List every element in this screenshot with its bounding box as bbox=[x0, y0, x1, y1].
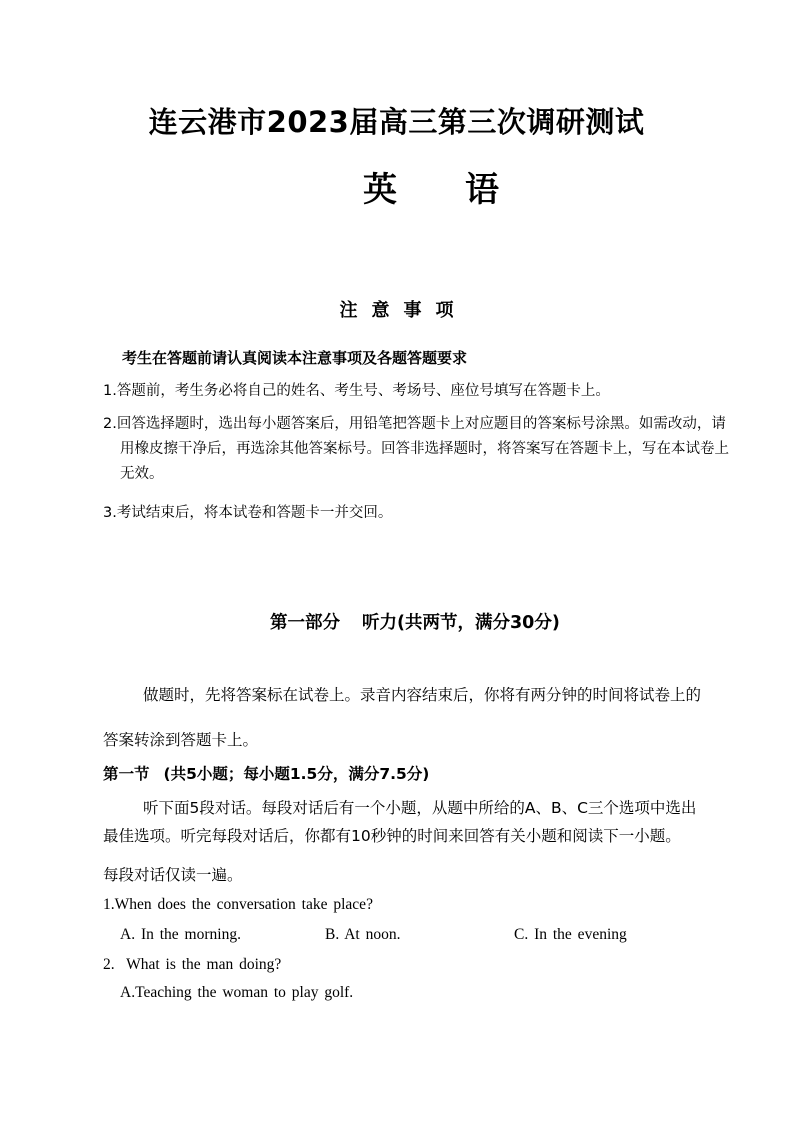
notice-requirement: 考生在答题前请认真阅读本注意事项及各题答题要求 bbox=[122, 349, 468, 367]
notice-item-1: 1.答题前，考生务必将自己的姓名、考生号、考场号、座位号填写在答题卡上。 bbox=[103, 383, 610, 399]
part1-heading-label: 第一部分 bbox=[270, 613, 340, 633]
notice-item-2: 2.回答选择题时，选出每小题答案后，用铅笔把答题卡上对应题目的答案标号涂黑。如需改动，请 bbox=[103, 416, 726, 432]
subject-title: 英语 bbox=[363, 170, 567, 210]
notice-item-2-cont2: 无效。 bbox=[120, 466, 164, 482]
section1-line3: 每段对话仅读一遍。 bbox=[103, 866, 243, 884]
notice-item-2-cont: 用橡皮擦干净后，再选涂其他答案标号。回答非选择题时，将答案写在答题卡上，写在本试卷上 bbox=[120, 441, 729, 457]
part1-instruction-line2: 答案转涂到答题卡上。 bbox=[103, 731, 259, 749]
question-1-option-b: B. At noon. bbox=[325, 926, 401, 943]
exam-title: 连云港市2023届高三第三次调研测试 bbox=[148, 105, 645, 139]
section1-line1: 听下面5段对话。每段对话后有一个小题，从题中所给的A、B、C三个选项中选出 bbox=[143, 799, 697, 817]
question-2-stem: 2. What is the man doing? bbox=[103, 956, 282, 973]
part1-heading bbox=[270, 609, 560, 634]
part1-instruction-line1: 做题时，先将答案标在试卷上。录音内容结束后，你将有两分钟的时间将试卷上的 bbox=[143, 686, 702, 704]
section1-heading-desc: (共5小题；每小题1.5分，满分7.5分) bbox=[163, 765, 430, 783]
section1-line2: 最佳选项。听完每段对话后，你都有10秒钟的时间来回答有关小题和阅读下一小题。 bbox=[103, 827, 681, 845]
question-1-stem: 1.When does the conversation take place? bbox=[103, 896, 373, 913]
section1-heading bbox=[103, 762, 429, 784]
part1-heading-desc: 听力(共两节，满分30分) bbox=[362, 613, 560, 633]
question-2-option-a: A.Teaching the woman to play golf. bbox=[120, 984, 354, 1001]
question-1-option-c: C. In the evening bbox=[514, 926, 627, 943]
section1-heading-label: 第一节 bbox=[103, 765, 150, 783]
notice-item-3: 3.考试结束后，将本试卷和答题卡一并交回。 bbox=[103, 505, 393, 521]
question-1-option-a: A. In the morning. bbox=[120, 926, 241, 943]
notice-heading: 注意事项 bbox=[339, 300, 468, 321]
